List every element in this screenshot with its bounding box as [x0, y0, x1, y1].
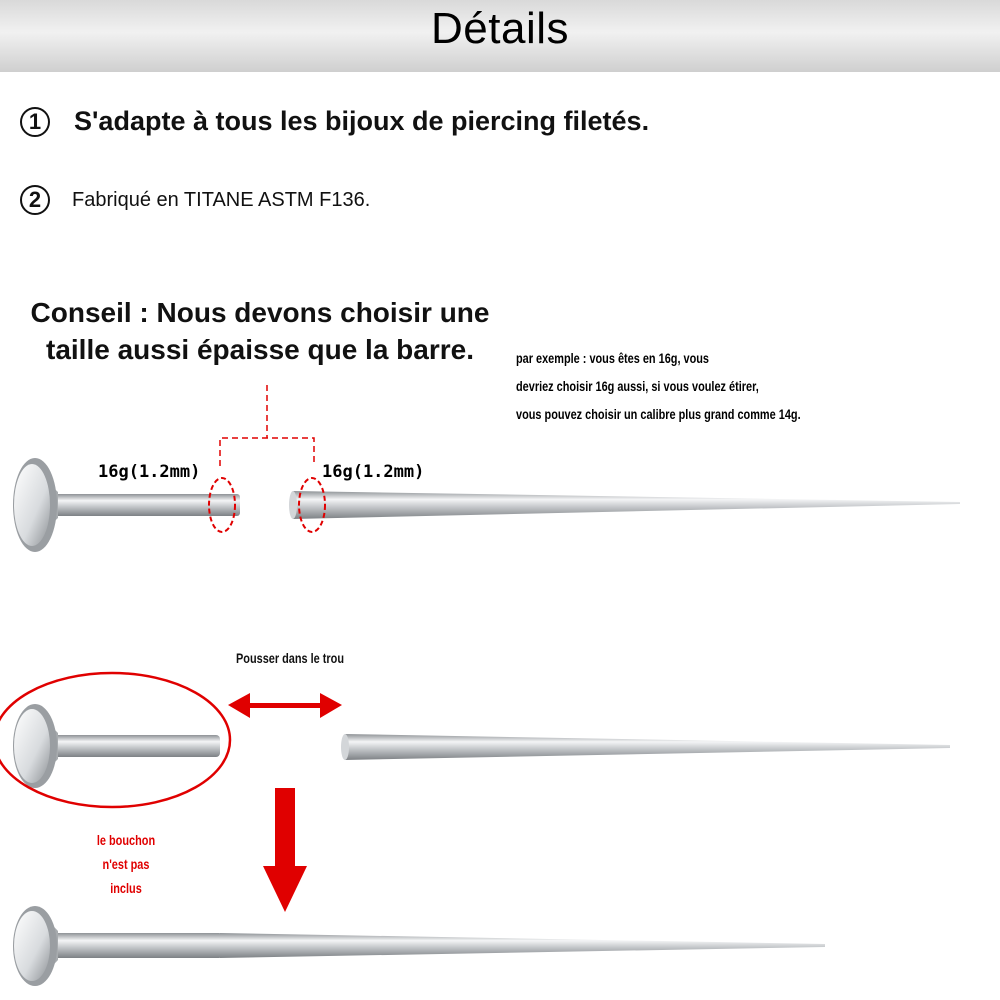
taper-top — [289, 491, 960, 519]
feature-number-1: 1 — [20, 107, 50, 137]
example-line-3: vous pouvez choisir un calibre plus grand comme 14g. — [516, 406, 801, 422]
feature-text-1: S'adapte à tous les bijoux de piercing filetés. — [74, 106, 650, 136]
advice-line-2: taille aussi épaisse que la barre. — [46, 334, 474, 365]
push-arrow-icon — [228, 693, 342, 718]
page-title: Détails — [431, 4, 569, 53]
cap-line-2: n'est pas inclus — [102, 856, 150, 896]
push-label: Pousser dans le trou — [236, 650, 345, 666]
cap-line-1: le bouchon — [96, 832, 156, 848]
feature-text-2: Fabriqué en TITANE ASTM F136. — [72, 188, 371, 211]
assembled-piercing — [13, 906, 825, 986]
example-line-1: par exemple : vous êtes en 16g, vous — [516, 350, 710, 366]
advice-line-1: Conseil : Nous devons choisir une — [30, 297, 490, 328]
gauge-label-right: 16g(1.2mm) — [322, 462, 425, 482]
taper-middle — [341, 734, 950, 760]
dashed-connector — [220, 385, 314, 466]
down-arrow-icon — [263, 788, 307, 912]
cap-not-included-note — [95, 828, 157, 900]
flat-back-post-middle — [13, 704, 220, 788]
gauge-label-left: 16g(1.2mm) — [98, 462, 201, 482]
example-line-2: devriez choisir 16g aussi, si vous voulez étirer, — [516, 378, 759, 394]
feature-number-2: 2 — [20, 185, 50, 215]
